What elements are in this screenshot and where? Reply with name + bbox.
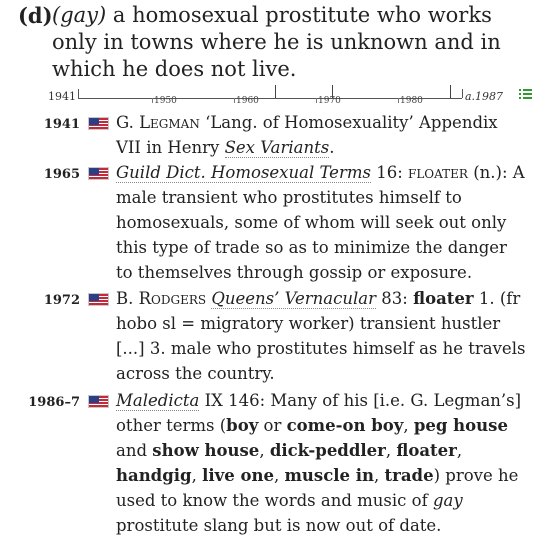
list-icon[interactable] (519, 88, 532, 100)
term: peg house (413, 416, 508, 435)
timeline-year: 1980 (400, 96, 423, 106)
us-flag-icon (88, 117, 109, 130)
quotation-locator: IX 146: Many of his [i.e. G. Legman’s] other terms ( (116, 391, 522, 435)
sense-marker: (d) (18, 3, 53, 28)
sense-block (18, 2, 528, 83)
timeline-tick (398, 98, 399, 103)
quotation-text (116, 286, 526, 386)
timeline-year: 1970 (318, 96, 341, 106)
quotation-body: (n.): A male transient who prostitutes himself to homosexuals, some of whom will seek out only this type of trade so as to minimize the danger to themselves through gossip or exposure. (116, 163, 525, 282)
term: handgig (116, 466, 192, 485)
timeline-tick (316, 98, 317, 103)
usage-label: gay (432, 491, 463, 510)
quotation-body: 1. (fr hobo sl = migratory worker) transient hustler [...] 3. male who prostitutes himself as he travels across the country. (116, 289, 526, 383)
quotation-work-link[interactable]: Guild Dict. Homosexual Terms (116, 163, 371, 182)
timeline-year: 1950 (154, 96, 177, 106)
term: come-on boy (286, 416, 404, 435)
quotation-source-detail: Appendix VII in Henry (116, 113, 498, 157)
quotation-work-link[interactable]: Queens’ Vernacular (211, 289, 377, 308)
term: show house (152, 441, 260, 460)
quotation-date: 1941 (43, 117, 80, 132)
term: muscle in (284, 466, 375, 485)
quotation-date: 1965 (43, 167, 80, 182)
quotation-author: B. Rodgers (116, 289, 207, 308)
quotation-headword: floater (413, 289, 474, 308)
quotation-date: 1986–7 (28, 395, 80, 410)
quotation-title: ‘Lang. of Homosexuality’ (205, 113, 414, 132)
usage-label: (gay) (52, 3, 107, 27)
term: live one (202, 466, 274, 485)
timeline-year: 1960 (236, 96, 259, 106)
timeline-tick (152, 98, 153, 103)
term: dick-peddler (269, 441, 386, 460)
quotation-text: G. Legman ‘Lang. of Homosexuality’ Appendix VII in Henry Sex Variants. (116, 113, 498, 157)
quotation-author: G. Legman (116, 113, 200, 132)
us-flag-icon (88, 293, 109, 306)
timeline-quote-mark[interactable] (332, 85, 333, 98)
term: trade (384, 466, 434, 485)
timeline-end-cap (462, 89, 463, 98)
quotation-text (116, 160, 526, 285)
timeline-quote-mark[interactable] (450, 85, 451, 98)
quotation-work-link[interactable]: Maledicta (116, 391, 200, 410)
term: floater (396, 441, 457, 460)
quotation-timeline (48, 86, 530, 108)
timeline-tick (234, 98, 235, 103)
timeline-quote-mark[interactable] (275, 85, 276, 98)
timeline-start-year: 1941 (48, 90, 76, 103)
quotation-date: 1972 (43, 293, 80, 308)
us-flag-icon (88, 167, 109, 180)
quotation-headword: floater (408, 163, 468, 182)
timeline-end-year: a.1987 (465, 90, 504, 103)
term: boy (226, 416, 259, 435)
quotation-text: Maledicta IX 146: Many of his [i.e. G. Legman’s] other terms (boy or come-on boy, peg house and show house, dick-peddler, floater, handgig, live one, muscle in, trade) prove he used to know the words and music of gay prostitute slang but is now out of date. (116, 391, 522, 535)
sense-definition (18, 2, 528, 83)
definition-text: a homosexual prostitute who works only in towns where he is unknown and in which he does not live. (52, 3, 501, 81)
us-flag-icon (88, 395, 109, 408)
quotation-work-link[interactable]: Sex Variants (224, 138, 330, 157)
timeline-start-cap (78, 89, 79, 98)
quotation-locator: 83: (381, 289, 408, 308)
quotation-locator: 16: (376, 163, 403, 182)
